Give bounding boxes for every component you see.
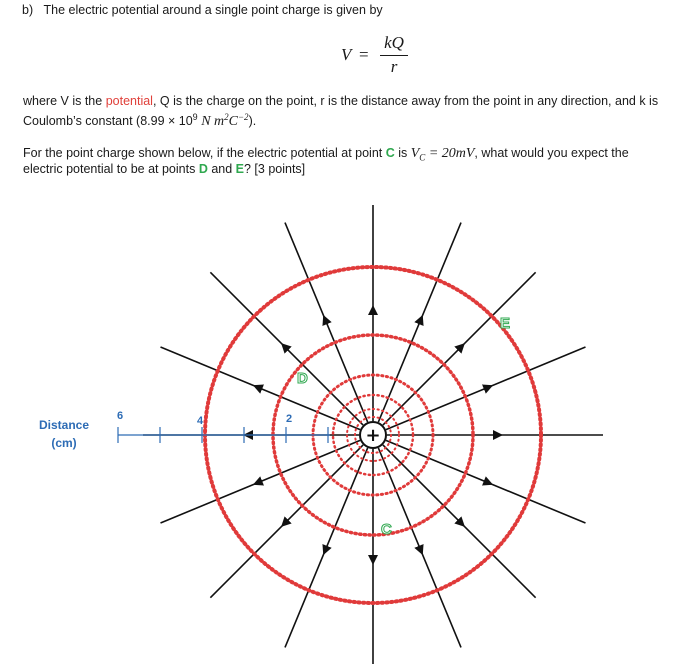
distance-label: Distance — [38, 418, 90, 432]
formula-equals: = — [359, 45, 369, 64]
field-arrow-6 — [484, 481, 491, 484]
prompt-line-1: For the point charge shown below, if the electric potential at point C is $V_C = 20mV$, what would you expect the — [23, 146, 629, 163]
field-arrow-15 — [282, 344, 288, 350]
plus-icon: + — [365, 425, 381, 446]
field-arrow-2 — [419, 317, 422, 324]
definition-line-1: where V is the potential, Q is the charge on the point, r is the distance away from the point in any direction, and k is — [23, 94, 659, 108]
formula-lhs: V — [341, 45, 352, 64]
distance-unit: (cm) — [51, 436, 77, 450]
point-c-ref: C — [385, 146, 395, 160]
point-d-label: D — [297, 370, 308, 387]
definition-line-2: Coulomb’s constant ($8.99 \times 10^9$ N $m^2C^{-2}$). — [23, 112, 257, 130]
field-arrow-14 — [255, 386, 262, 389]
field-arrow-4 — [484, 386, 491, 389]
distance-axis-label — [38, 416, 90, 452]
field-arrow-16 — [324, 317, 327, 324]
question-intro: The electric potential around a single point charge is given by — [43, 3, 383, 17]
tick-label-2: 2 — [286, 413, 293, 425]
prompt-line-2: electric potential to be at points D and E? [3 points] — [23, 162, 306, 176]
field-arrow-11 — [282, 520, 288, 526]
field-arrow-12 — [255, 481, 262, 484]
point-c-label: C — [381, 521, 392, 538]
point-e-ref: E — [235, 162, 244, 176]
tick-label-6: 6 — [117, 410, 124, 422]
tick-label-4: 4 — [197, 415, 204, 427]
field-arrow-8 — [419, 546, 422, 553]
field-arrow-3 — [458, 344, 464, 350]
point-e-label: E — [500, 315, 511, 332]
question-label: b) — [22, 3, 34, 17]
field-arrow-7 — [458, 520, 464, 526]
formula-denominator: r — [390, 57, 398, 76]
formula-numerator: kQ — [384, 33, 404, 52]
potential-highlight: potential — [105, 94, 153, 108]
field-arrow-10 — [324, 546, 327, 553]
point-d-ref: D — [198, 162, 208, 176]
